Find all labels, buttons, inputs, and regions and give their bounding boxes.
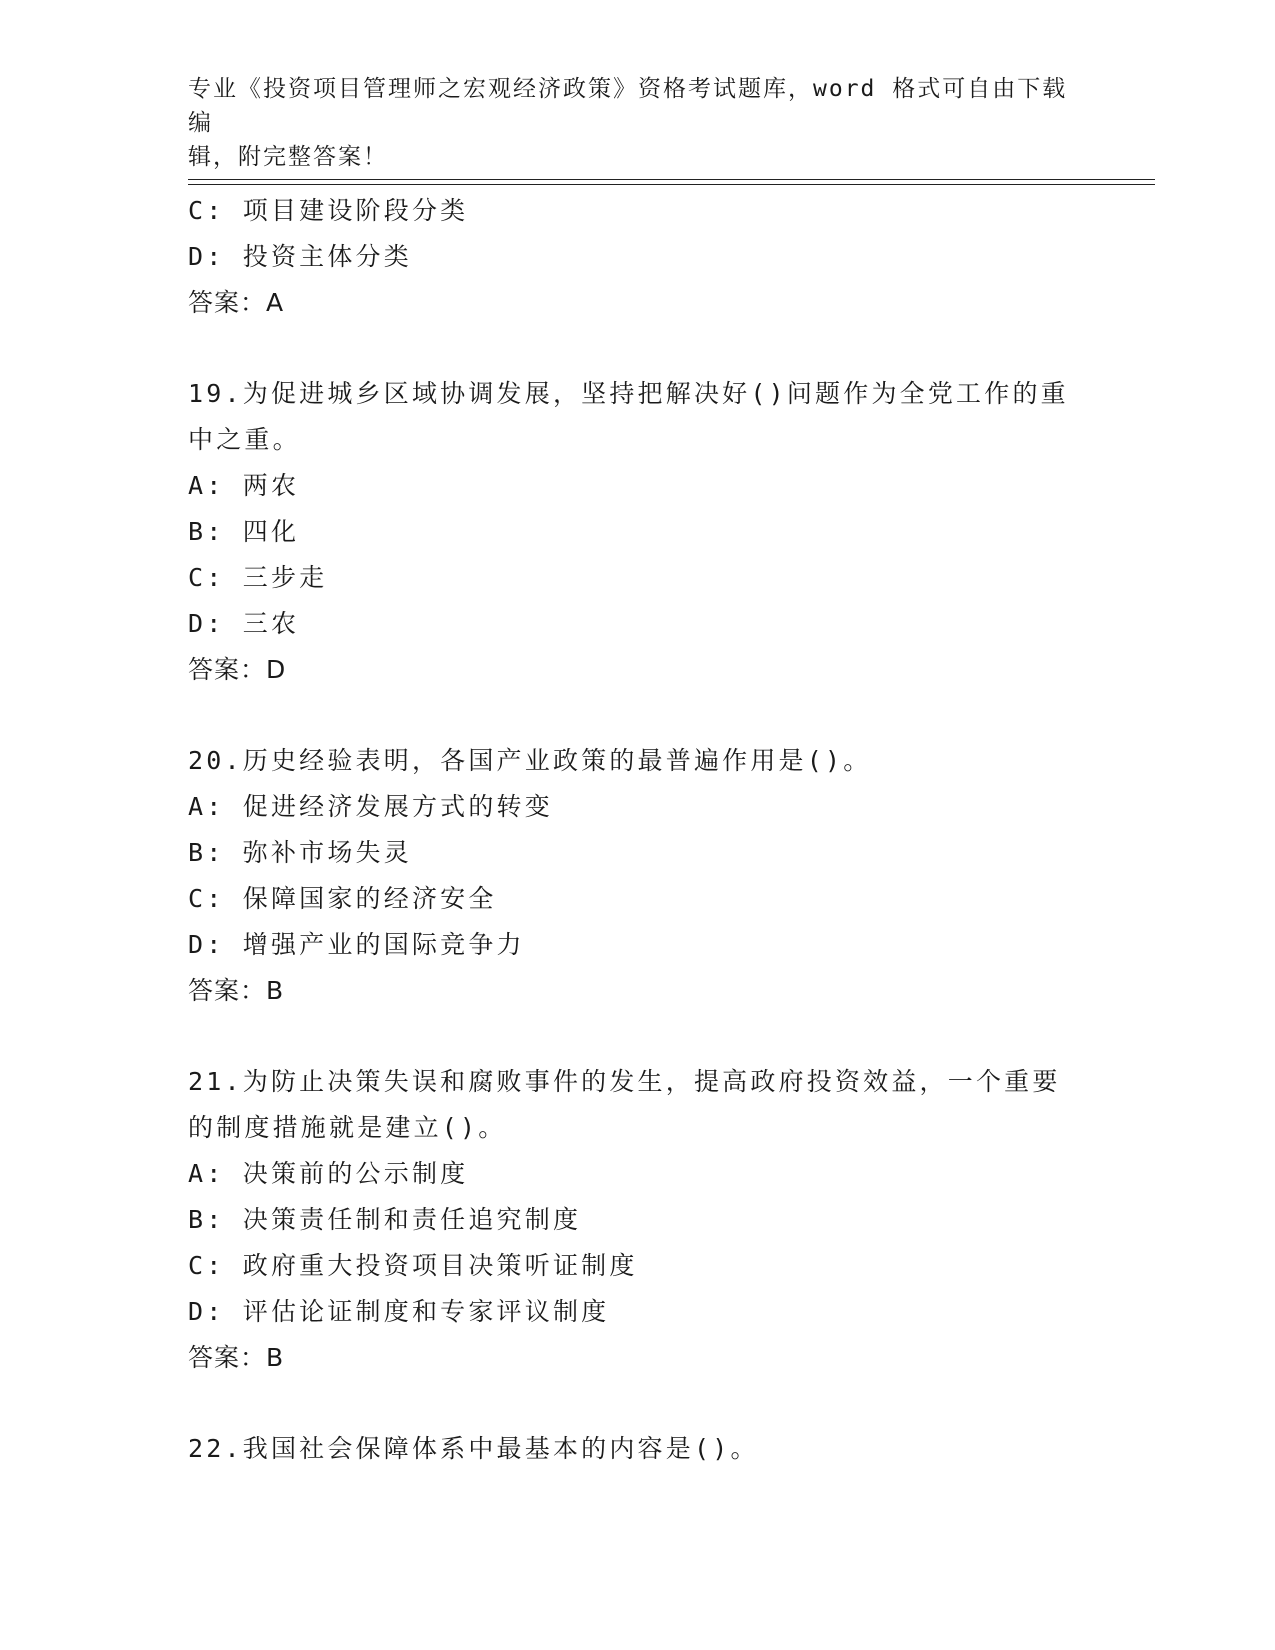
answer-line: 答案：D xyxy=(188,655,287,684)
option-d: D: 三农 xyxy=(188,609,300,638)
spacer xyxy=(188,693,1088,738)
question-stem-line: 19.为促进城乡区域协调发展，坚持把解决好()问题作为全党工作的重 xyxy=(188,379,1069,408)
header-line-1: 专业《投资项目管理师之宏观经济政策》资格考试题库，word 格式可自由下载编 xyxy=(188,76,1068,136)
option-d: D: 评估论证制度和专家评议制度 xyxy=(188,1297,610,1326)
option-d: D: 增强产业的国际竞争力 xyxy=(188,930,525,959)
question-22 xyxy=(188,1426,1088,1472)
option-b: B: 决策责任制和责任追究制度 xyxy=(188,1205,582,1234)
header-rule-bottom xyxy=(188,184,1155,185)
option-b: B: 四化 xyxy=(188,517,300,546)
question-20 xyxy=(188,738,1088,1014)
option-c: C: 保障国家的经济安全 xyxy=(188,884,497,913)
question-stem-line: 20.历史经验表明，各国产业政策的最普遍作用是()。 xyxy=(188,746,872,775)
option-b: B: 弥补市场失灵 xyxy=(188,838,412,867)
spacer xyxy=(188,1014,1088,1059)
question-18-tail xyxy=(188,188,1088,326)
document-header xyxy=(188,72,1068,174)
spacer xyxy=(188,326,1088,371)
spacer xyxy=(188,1381,1088,1426)
header-rule-top xyxy=(188,179,1155,180)
answer-line: 答案：A xyxy=(188,288,285,317)
option-d: D: 投资主体分类 xyxy=(188,242,412,271)
question-list xyxy=(188,188,1088,1472)
option-c: C: 政府重大投资项目决策听证制度 xyxy=(188,1251,638,1280)
question-stem-line: 21.为防止决策失误和腐败事件的发生，提高政府投资效益，一个重要 xyxy=(188,1067,1061,1096)
question-stem-line: 的制度措施就是建立()。 xyxy=(188,1113,507,1142)
option-c: C: 项目建设阶段分类 xyxy=(188,196,469,225)
question-stem-line: 22.我国社会保障体系中最基本的内容是()。 xyxy=(188,1434,759,1463)
option-a: A: 两农 xyxy=(188,471,300,500)
question-21 xyxy=(188,1059,1088,1381)
answer-line: 答案：B xyxy=(188,976,285,1005)
option-a: A: 决策前的公示制度 xyxy=(188,1159,469,1188)
option-c: C: 三步走 xyxy=(188,563,328,592)
question-stem-line: 中之重。 xyxy=(188,425,301,454)
question-19 xyxy=(188,371,1088,693)
answer-line: 答案：B xyxy=(188,1343,285,1372)
option-a: A: 促进经济发展方式的转变 xyxy=(188,792,553,821)
header-line-2: 辑，附完整答案！ xyxy=(188,144,388,170)
